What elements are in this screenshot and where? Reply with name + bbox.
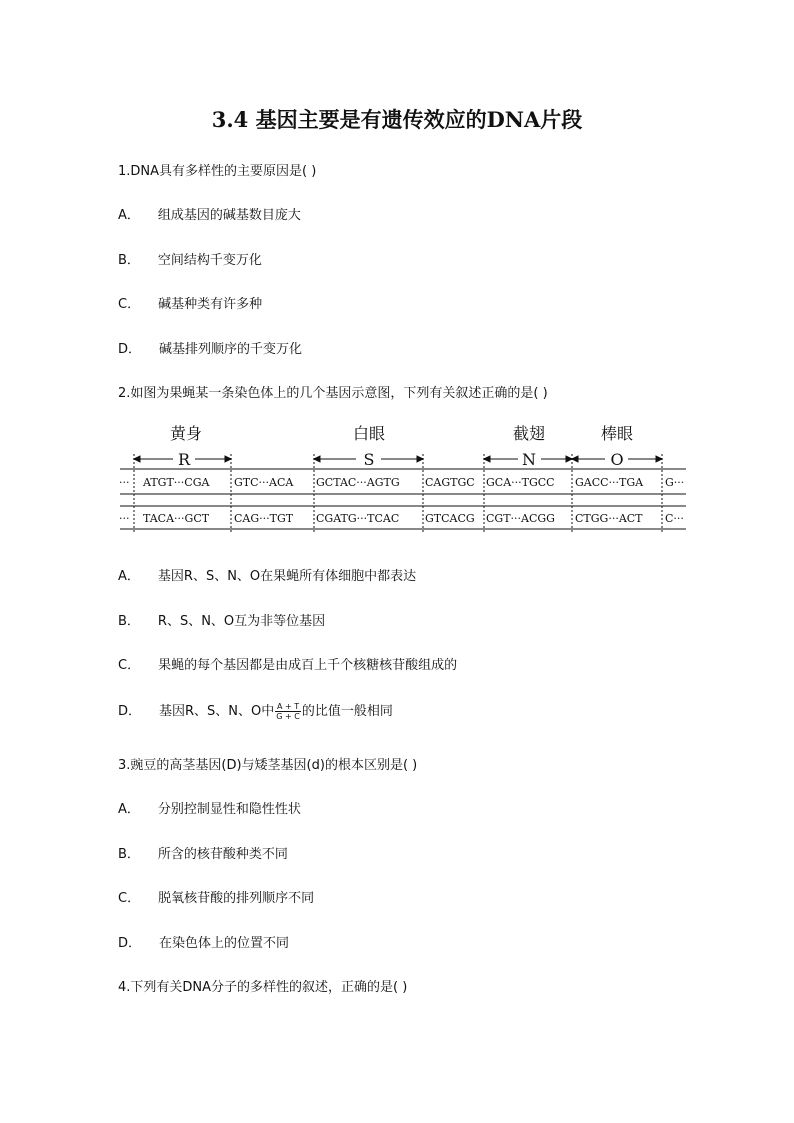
gene-symbol: R [177,450,191,469]
option-text: 碱基种类有许多种 [158,297,263,312]
gene-symbol: S [363,450,375,469]
top-strand-segment: G··· [665,476,685,489]
option-label: B． [118,847,140,862]
top-strand-segment: GTC···ACA [234,476,294,489]
q3-option-d[interactable] [118,932,289,951]
option-label: D． [118,342,142,357]
gene-trait-label: 棒眼 [600,424,634,443]
option-text: 空间结构千变万化 [157,253,262,268]
bottom-strand-segment: TACA···GCT [143,512,210,525]
q3-option-c[interactable] [118,887,314,906]
bottom-strand-segment: GTCACG [425,512,475,525]
option-label: D． [118,704,142,719]
option-text: R、S、N、O互为非等位基因 [157,614,326,629]
option-label: A． [118,569,140,584]
bottom-strand-segment: CGT···ACGG [486,512,555,525]
gene-trait-label: 截翅 [512,424,546,443]
page-title: 3.4 基因主要是有遗传效应的DNA片段 [211,107,583,132]
option-text: 果蝇的每个基因都是由成百上千个核糖核苷酸组成的 [158,658,458,673]
fraction-denominator: G + C [276,712,300,721]
question-1-stem: 1.DNA具有多样性的主要原因是( ) [118,164,317,179]
option-label: C． [118,658,141,673]
q2-option-a[interactable] [118,565,416,584]
option-label: A． [118,208,140,223]
bottom-strand-segment: C··· [665,512,684,525]
top-strand-segment: ATGT···CGA [143,476,210,489]
bottom-strand-segment: CGATG···TCAC [316,512,400,525]
option-text-before: 基因R、S、N、O中 [159,704,275,719]
q2-option-c[interactable] [118,654,457,673]
question-3-stem: 3.豌豆的高茎基因(D)与矮茎基因(d)的根本区别是( ) [118,758,418,773]
question-2-stem: 2.如图为果蝇某一条染色体上的几个基因示意图，下列有关叙述正确的是( ) [118,386,548,401]
bottom-strand-segment: ··· [119,512,130,525]
top-strand-segment: CAGTGC [425,476,475,489]
q2-option-b[interactable] [118,610,325,629]
gene-diagram [116,418,692,540]
option-text-after: 的比值一般相同 [301,704,393,719]
option-text: 分别控制显性和隐性性状 [157,802,301,817]
option-label: D． [118,936,142,951]
q1-option-d[interactable] [118,338,302,357]
fraction-numerator: A + T [276,702,300,711]
option-text: 脱氧核苷酸的排列顺序不同 [158,891,315,906]
q1-option-b[interactable] [118,249,262,268]
q1-option-a[interactable] [118,204,301,223]
gene-trait-label: 黄身 [169,424,203,443]
q1-option-c[interactable] [118,293,262,312]
option-label: B． [118,253,140,268]
bottom-strand-segment: CAG···TGT [234,512,294,525]
q2-option-d[interactable] [118,700,393,721]
top-strand-segment: GACC···TGA [575,476,644,489]
top-strand-segment: GCA···TGCC [486,476,555,489]
gene-trait-label: 白眼 [352,424,386,443]
q3-option-a[interactable] [118,798,301,817]
q3-option-b[interactable] [118,843,288,862]
option-label: B． [118,614,140,629]
option-text: 碱基排列顺序的千变万化 [159,342,303,357]
option-label: C． [118,891,141,906]
gene-symbol: O [610,450,624,469]
option-text: 所含的核苷酸种类不同 [157,847,288,862]
option-text: 基因R、S、N、O在果蝇所有体细胞中都表达 [157,569,417,584]
bottom-strand-segment: CTGG···ACT [575,512,643,525]
option-text: 组成基因的碱基数目庞大 [157,208,301,223]
top-strand-segment: ··· [119,476,130,489]
option-text: 在染色体上的位置不同 [159,936,290,951]
gene-symbol: N [522,450,536,469]
top-strand-segment: GCTAC···AGTG [316,476,400,489]
option-label: C． [118,297,141,312]
option-label: A． [118,802,140,817]
fraction [275,702,301,721]
question-4-stem: 4.下列有关DNA分子的多样性的叙述，正确的是( ) [118,980,408,995]
